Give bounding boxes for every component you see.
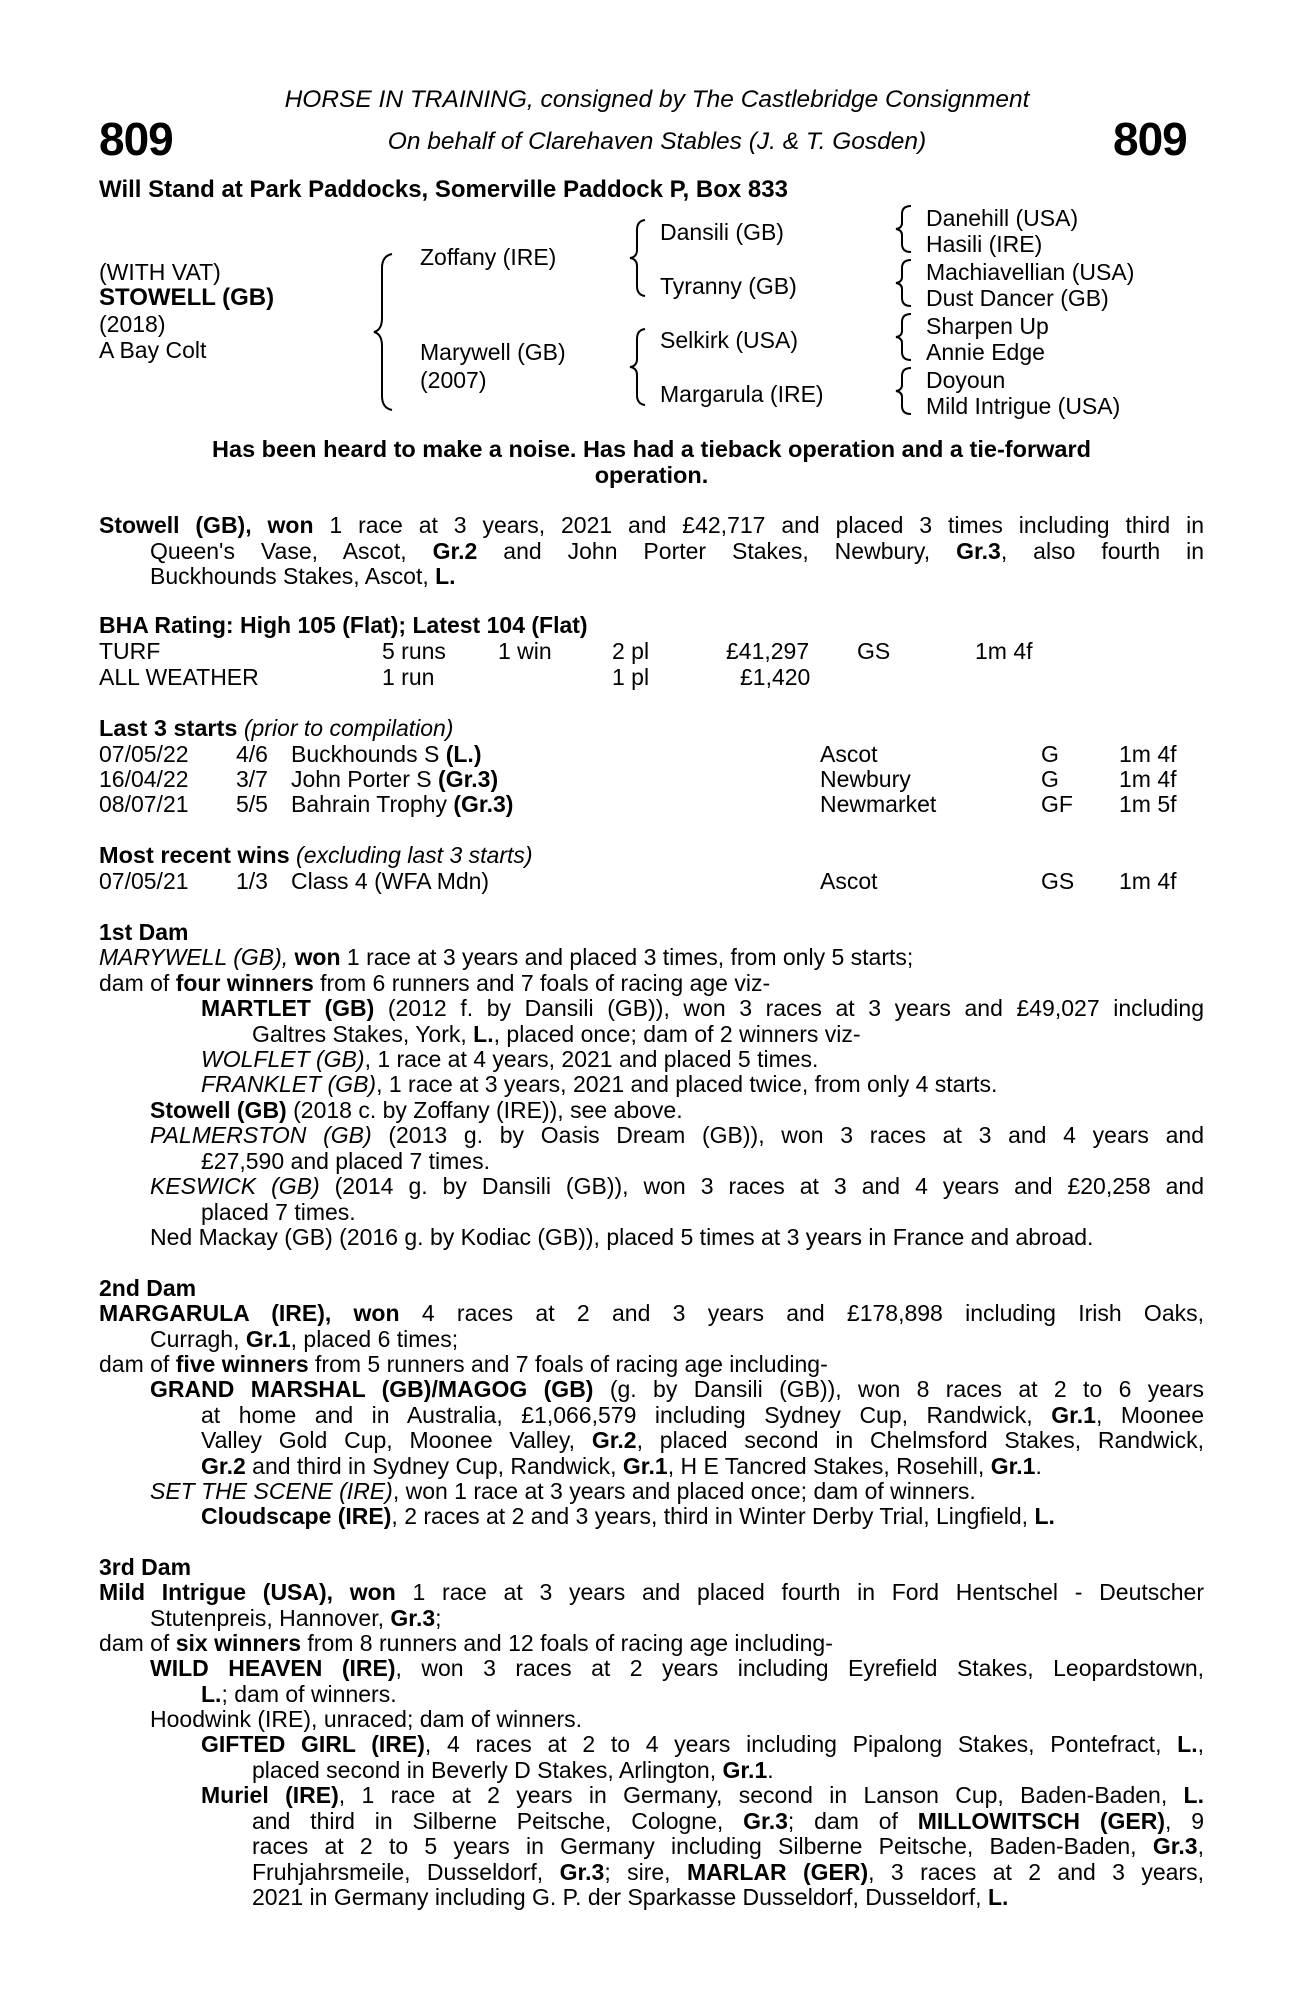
pedigree-sire-dam: Tyranny (GB) <box>660 273 797 299</box>
millowitsch-name: MILLOWITSCH (GER) <box>917 1807 1165 1834</box>
martlet-listed: L. <box>473 1020 494 1047</box>
keswick-record-1: (2014 g. by Dansili (GB)), won 3 races at 3 and 4 years and £20,258 and <box>319 1173 1204 1199</box>
wolflet-name: WOLFLET (GB) <box>201 1046 365 1072</box>
wild-heaven-listed: L. <box>201 1680 222 1707</box>
set-the-scene-name: SET THE SCENE (IRE) <box>150 1478 393 1504</box>
gifted-girl-grade: Gr.1 <box>722 1756 768 1783</box>
pedigree-g6: Annie Edge <box>926 339 1045 365</box>
pedigree-g5: Sharpen Up <box>926 313 1049 339</box>
summary-won: won <box>267 512 314 538</box>
dam3-record-2: Stutenpreis, Hannover, <box>150 1604 391 1631</box>
muriel-listed: L. <box>1183 1782 1204 1808</box>
progeny-wild-heaven <box>150 1656 1204 1707</box>
start-going: G <box>1041 766 1059 792</box>
pedigree-dam-dam: Margarula (IRE) <box>660 381 824 407</box>
pedigree-sire: Zoffany (IRE) <box>420 244 557 270</box>
win-course: Ascot <box>820 868 878 894</box>
progeny-franklet <box>201 1072 997 1098</box>
progeny-martlet <box>201 996 1204 1047</box>
second-dam-record <box>99 1301 1204 1378</box>
dam3-record-1: 1 race at 3 years and placed fourth in Ford Hentschel - Deutscher <box>395 1579 1204 1605</box>
keswick-record-2: placed 7 times. <box>201 1198 356 1225</box>
dam2-winners-count: five winners <box>175 1351 309 1377</box>
dam3-record-3: ; <box>435 1604 442 1631</box>
dam1-winners-count: four winners <box>175 969 314 996</box>
dam2-record-1: 4 races at 2 and 3 years and £178,898 including Irish Oaks, <box>399 1300 1204 1326</box>
progeny-wolflet <box>201 1047 818 1073</box>
start-race <box>291 742 481 768</box>
progeny-muriel <box>201 1783 1204 1911</box>
summary-sep: , <box>245 512 268 538</box>
dam1-runners: from 6 runners and 7 foals of racing age viz- <box>313 969 771 996</box>
start-position: 4/6 <box>236 741 268 767</box>
win-distance: 1m 4f <box>1119 868 1177 894</box>
gm-record-2: at home and in Australia, £1,066,579 including Sydney Cup, Randwick, <box>201 1401 1052 1428</box>
pedigree-brace-g12 <box>893 204 915 254</box>
martlet-record-1: (2012 f. by Dansili (GB)), won 3 races at 3 years and £49,027 including <box>374 995 1204 1021</box>
dam2-dam-of: dam of <box>99 1351 176 1377</box>
martlet-name: MARTLET (GB) <box>201 995 375 1021</box>
start-distance: 1m 4f <box>1119 766 1177 792</box>
rating-going: GS <box>857 638 891 664</box>
start-race-name: John Porter S <box>291 766 439 792</box>
progeny-stowell <box>150 1098 683 1124</box>
pedigree-g7: Doyoun <box>926 367 1006 393</box>
dam2-record-3: , placed 6 times; <box>290 1325 459 1352</box>
dam2-record-2: Curragh, <box>150 1325 246 1352</box>
gifted-girl-name: GIFTED GIRL (IRE) <box>201 1731 425 1757</box>
rating-distance: 1m 4f <box>975 638 1033 664</box>
franklet-name: FRANKLET (GB) <box>201 1071 377 1097</box>
grand-marshal-name: GRAND MARSHAL (GB)/MAGOG (GB) <box>150 1376 594 1402</box>
dam2-sep: , <box>324 1300 354 1326</box>
start-race-name: Bahrain Trophy <box>291 791 454 817</box>
dam3-grade: Gr.3 <box>390 1604 436 1631</box>
wolflet-record: , 1 race at 4 years, 2021 and placed 5 times. <box>364 1046 819 1072</box>
muriel-record-1: , 1 race at 2 years in Germany, second in Lanson Cup, Baden-Baden, <box>338 1782 1184 1808</box>
pedigree-g8: Mild Intrigue (USA) <box>926 393 1121 419</box>
start-going: G <box>1041 741 1059 767</box>
recent-wins-subtitle: (excluding last 3 starts) <box>289 842 533 868</box>
start-date: 16/04/22 <box>99 766 189 792</box>
dam2-name: MARGARULA (IRE) <box>99 1300 325 1326</box>
start-course: Newbury <box>820 766 911 792</box>
muriel-record-3: ; dam of <box>787 1807 918 1834</box>
dam3-winners-count: six winners <box>175 1630 301 1656</box>
gm-record-6: and third in Sydney Cup, Randwick, <box>245 1452 623 1479</box>
dam3-name: Mild Intrigue (USA) <box>99 1579 327 1605</box>
summary-horse-name: Stowell (GB) <box>99 512 246 538</box>
summary-listed: L. <box>435 563 456 589</box>
cloudscape-record: , 2 races at 2 and 3 years, third in Winter Derby Trial, Lingfield, <box>391 1503 1035 1529</box>
keswick-name: KESWICK (GB) <box>150 1173 320 1199</box>
pedigree-dam: Marywell (GB) <box>420 339 566 365</box>
pedigree-g3: Machiavellian (USA) <box>926 259 1135 285</box>
recent-wins-heading <box>99 843 533 869</box>
palmerston-record-2: £27,590 and placed 7 times. <box>201 1147 490 1174</box>
start-race <box>291 767 498 793</box>
third-dam-record <box>99 1580 1204 1657</box>
cloudscape-listed: L. <box>1034 1503 1055 1529</box>
rating-runs: 1 run <box>382 664 435 690</box>
muriel-record-2: and third in Silberne Peitsche, Cologne, <box>252 1807 744 1834</box>
start-going: GF <box>1041 791 1073 817</box>
rating-surface: TURF <box>99 638 161 664</box>
win-date: 07/05/21 <box>99 868 189 894</box>
win-going: GS <box>1041 868 1075 894</box>
pedigree-dam-brace <box>627 327 649 407</box>
muriel-record-6: Fruhjahrsmeile, Dusseldorf, <box>252 1858 560 1885</box>
marlar-name: MARLAR (GER) <box>686 1858 869 1885</box>
muriel-listed-2: L. <box>987 1884 1009 1910</box>
gm-grade-3: Gr.2 <box>201 1452 246 1479</box>
gm-record-7: , H E Tancred Stakes, Rosehill, <box>667 1452 991 1479</box>
martlet-record-2: Galtres Stakes, York, <box>252 1020 474 1047</box>
dam1-won: won <box>294 944 341 970</box>
dam1-name: MARYWELL (GB), <box>99 944 295 970</box>
gifted-girl-period: . <box>767 1756 774 1783</box>
pedigree-g2: Hasili (IRE) <box>926 231 1043 257</box>
summary-text-5: Buckhounds Stakes, Ascot, <box>150 563 436 589</box>
pedigree-sire-brace <box>627 218 649 298</box>
start-race-name: Buckhounds S <box>291 741 446 767</box>
summary-text-4: , also fourth in <box>1000 537 1204 564</box>
dam1-dam-of: dam of <box>99 969 176 996</box>
muriel-name: Muriel (IRE) <box>201 1782 339 1808</box>
pedigree-brace-g78 <box>893 366 915 416</box>
consignor-line: HORSE IN TRAINING, consigned by The Castlebridge Consignment <box>284 86 1030 113</box>
palmerston-name: PALMERSTON (GB) <box>150 1122 372 1148</box>
gm-record-3: , Moonee <box>1095 1401 1204 1428</box>
muriel-grade-3: Gr.3 <box>559 1858 605 1885</box>
rating-placed: 2 pl <box>612 638 650 664</box>
dam2-runners: from 5 runners and 7 foals of racing age including- <box>308 1351 828 1377</box>
progeny-ned-mackay: Ned Mackay (GB) (2016 g. by Kodiac (GB)), placed 5 times at 3 years in France and abroad. <box>150 1224 1094 1250</box>
start-race-grade: (L.) <box>445 741 482 767</box>
gm-grade-5: Gr.1 <box>990 1452 1036 1479</box>
rating-surface: ALL WEATHER <box>99 664 259 690</box>
last-starts-subtitle: (prior to compilation) <box>237 715 454 741</box>
progeny-gifted-girl <box>201 1732 1204 1783</box>
muriel-comma: , <box>1197 1833 1204 1859</box>
start-distance: 1m 5f <box>1119 791 1177 817</box>
pedigree-sire-sire: Dansili (GB) <box>660 219 784 245</box>
summary-text-1: 1 race at 3 years, 2021 and £42,717 and placed 3 times including third in <box>313 512 1204 538</box>
gifted-girl-record-1: , 4 races at 2 to 4 years including Pipalong Stakes, Pontefract, <box>424 1731 1178 1757</box>
lot-number-right: 809 <box>1113 113 1187 165</box>
summary-grade-2: Gr.3 <box>956 537 1001 564</box>
rating-placed: 1 pl <box>612 664 650 690</box>
progeny-palmerston <box>150 1123 1204 1174</box>
notice-line-2: operation. <box>594 461 709 488</box>
gm-period: . <box>1035 1452 1042 1479</box>
gifted-girl-record-2: placed second in Beverly D Stakes, Arlington, <box>252 1756 723 1783</box>
win-position: 1/3 <box>236 868 268 894</box>
gm-grade-2: Gr.2 <box>591 1427 637 1453</box>
gm-record-5: , placed second in Chelmsford Stakes, Randwick, <box>636 1427 1204 1453</box>
first-dam-heading: 1st Dam <box>99 919 189 945</box>
pedigree-g4: Dust Dancer (GB) <box>926 285 1109 311</box>
wild-heaven-record-2: ; dam of winners. <box>221 1680 397 1707</box>
palmerston-record-1: (2013 g. by Oasis Dream (GB)), won 3 races at 3 and 4 years and <box>371 1122 1204 1148</box>
pedigree-brace-g56 <box>893 312 915 362</box>
start-position: 5/5 <box>236 791 268 817</box>
gm-grade-1: Gr.1 <box>1051 1401 1096 1428</box>
pedigree-main-brace <box>370 252 400 412</box>
muriel-record-8: , 3 races at 2 and 3 years, <box>868 1858 1204 1885</box>
wild-heaven-name: WILD HEAVEN (IRE) <box>150 1655 396 1681</box>
dam2-won: won <box>353 1300 400 1326</box>
muriel-grade-1: Gr.3 <box>743 1807 788 1834</box>
first-dam-record <box>99 945 1204 996</box>
progeny-keswick <box>150 1174 1204 1225</box>
muriel-record-5: races at 2 to 5 years in Germany including Silberne Peitsche, Baden-Baden, <box>252 1833 1153 1859</box>
start-position: 3/7 <box>236 766 268 792</box>
start-race-grade: (Gr.3) <box>438 766 499 792</box>
summary-text-3: and John Porter Stakes, Newbury, <box>477 537 957 564</box>
progeny-set-the-scene <box>150 1479 976 1505</box>
vat-note: (WITH VAT) <box>99 259 221 285</box>
gifted-girl-listed: L. <box>1177 1731 1198 1757</box>
progeny-grand-marshal <box>150 1377 1204 1479</box>
gm-record-1: (g. by Dansili (GB)), won 8 races at 2 to 6 years <box>593 1376 1204 1402</box>
dam1-record: 1 race at 3 years and placed 3 times, from only 5 starts; <box>340 944 914 970</box>
pedigree-brace-g34 <box>893 258 915 308</box>
third-dam-heading: 3rd Dam <box>99 1554 192 1580</box>
muriel-record-4: , 9 <box>1164 1807 1205 1834</box>
wild-heaven-record-1: , won 3 races at 2 years including Eyrefield Stakes, Leopardstown, <box>395 1655 1205 1681</box>
rating-earnings: £41,297 <box>726 638 810 664</box>
gifted-girl-comma: , <box>1197 1731 1205 1757</box>
dam2-grade: Gr.1 <box>245 1325 291 1352</box>
gm-grade-4: Gr.1 <box>622 1452 668 1479</box>
summary-text-2: Queen's Vase, Ascot, <box>150 537 433 564</box>
behalf-line: On behalf of Clarehaven Stables (J. & T. Gosden) <box>387 128 927 155</box>
muriel-record-9: 2021 in Germany including G. P. der Sparkasse Dusseldorf, Dusseldorf, <box>252 1884 988 1910</box>
dam3-dam-of: dam of <box>99 1630 176 1656</box>
last-starts-title: Last 3 starts <box>99 715 238 741</box>
progeny-cloudscape <box>201 1504 1055 1530</box>
set-the-scene-record: , won 1 race at 3 years and placed once; dam of winners. <box>392 1478 976 1504</box>
stable-location: Will Stand at Park Paddocks, Somerville Paddock P, Box 833 <box>99 176 788 203</box>
rating-earnings: £1,420 <box>740 664 811 690</box>
stowell-name: Stowell (GB) <box>150 1097 287 1123</box>
rating-runs: 5 runs <box>382 638 446 664</box>
pedigree-g1: Danehill (USA) <box>926 205 1079 231</box>
recent-wins-title: Most recent wins <box>99 842 290 868</box>
start-date: 08/07/21 <box>99 791 189 817</box>
horse-description: A Bay Colt <box>99 337 207 363</box>
start-course: Ascot <box>820 741 878 767</box>
lot-number-left: 809 <box>99 113 173 165</box>
dam3-runners: from 8 runners and 12 foals of racing age including- <box>301 1630 833 1656</box>
pedigree-dam-year: (2007) <box>420 367 487 393</box>
rating-heading: BHA Rating: High 105 (Flat); Latest 104 (Flat) <box>99 612 588 638</box>
second-dam-heading: 2nd Dam <box>99 1275 197 1301</box>
breathing-notice <box>99 437 1204 488</box>
rating-wins: 1 win <box>498 638 552 664</box>
start-date: 07/05/22 <box>99 741 189 767</box>
start-distance: 1m 4f <box>1119 741 1177 767</box>
martlet-record-3: , placed once; dam of 2 winners viz- <box>493 1020 861 1047</box>
horse-name: STOWELL (GB) <box>99 284 275 311</box>
progeny-hoodwink: Hoodwink (IRE), unraced; dam of winners. <box>150 1706 583 1732</box>
horse-year: (2018) <box>99 311 166 337</box>
last-starts-heading <box>99 716 453 742</box>
start-race <box>291 792 513 818</box>
summary-grade-1: Gr.2 <box>432 537 478 564</box>
muriel-record-7: ; sire, <box>604 1858 687 1885</box>
start-course: Newmarket <box>820 791 937 817</box>
stowell-record: (2018 c. by Zoffany (IRE)), see above. <box>286 1097 683 1123</box>
win-race: Class 4 (WFA Mdn) <box>291 868 490 894</box>
dam3-won: won <box>349 1579 396 1605</box>
pedigree-dam-sire: Selkirk (USA) <box>660 327 799 353</box>
start-race-grade: (Gr.3) <box>453 791 514 817</box>
cloudscape-name: Cloudscape (IRE) <box>201 1503 392 1529</box>
race-summary <box>99 513 1204 590</box>
gm-record-4: Valley Gold Cup, Moonee Valley, <box>201 1427 592 1453</box>
franklet-record: , 1 race at 3 years, 2021 and placed twice, from only 4 starts. <box>376 1071 998 1097</box>
muriel-grade-2: Gr.3 <box>1152 1833 1198 1859</box>
notice-line-1: Has been heard to make a noise. Has had a tieback operation and a tie-forward <box>212 436 1091 462</box>
dam3-sep: , <box>326 1579 350 1605</box>
